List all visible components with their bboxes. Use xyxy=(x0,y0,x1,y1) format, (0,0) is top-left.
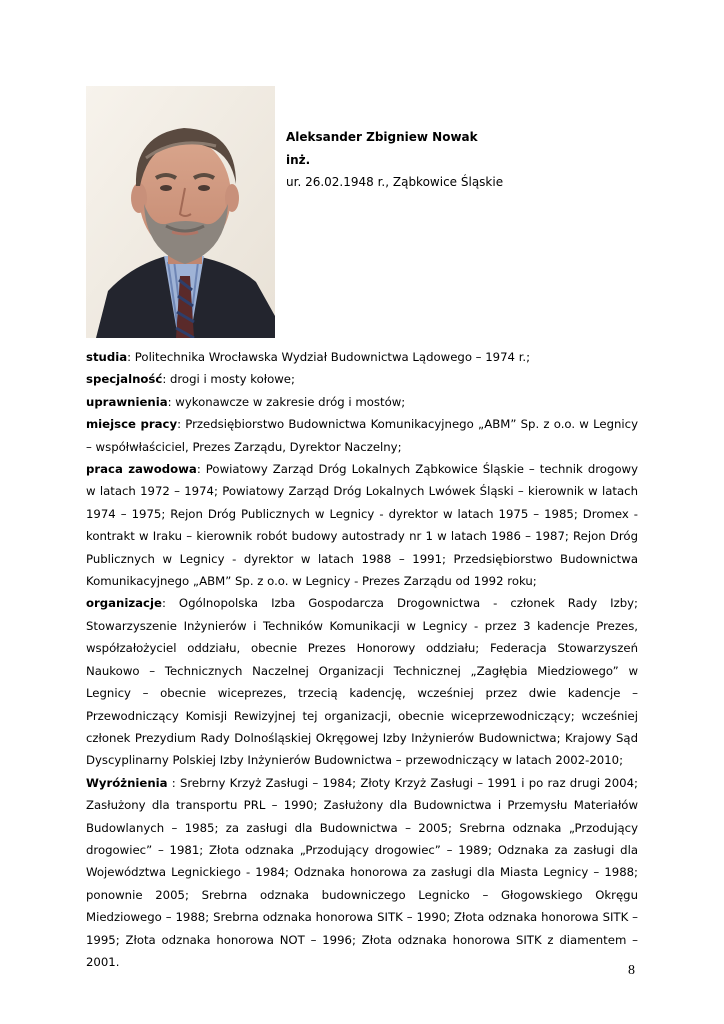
page-number: 8 xyxy=(628,963,635,978)
section-label: specjalność xyxy=(86,372,163,387)
section-praca-zawodowa xyxy=(86,458,638,592)
section-label: uprawnienia xyxy=(86,394,168,409)
section-label: studia xyxy=(86,350,128,364)
section-wyroznienia xyxy=(86,772,638,974)
person-birth: ur. 26.02.1948 r., Ząbkowice Śląskie xyxy=(286,175,504,189)
section-text: Politechnika Wrocławska Wydział Budownictwa Lądowego – 1974 r.; xyxy=(134,350,531,364)
section-text: drogi i mosty kołowe; xyxy=(169,372,295,387)
section-sep: : xyxy=(161,596,179,611)
portrait-photo xyxy=(86,86,275,338)
section-specjalnosc xyxy=(86,368,638,390)
section-sep: : xyxy=(167,394,176,409)
person-name: Aleksander Zbigniew Nowak xyxy=(286,130,478,144)
section-sep: : xyxy=(127,350,135,364)
section-label: Wyróżnienia xyxy=(86,775,168,790)
section-sep: : xyxy=(162,372,170,387)
section-text: Przedsiębiorstwo Budownictwa Komunikacyjnego „ABM” Sp. z o.o. w Legnicy – współwłaściciel, Prezes Zarządu, Dyrektor Naczelny; xyxy=(86,417,638,454)
section-text: Ogólnopolska Izba Gospodarcza Drogownictwa - członek Rady Izby; Stowarzyszenie Inżynierów i Techników Komunikacji w Legnicy - przez 3 kadencje Prezes, współzałożyciel oddziału, obecnie Prezes Honorowy oddziału; Federacja Stowarzyszeń Naukowo – Technicznych Naczelnej Organizacji Technicznej „Zagłębia Miedziowego” w Legnicy – obecnie wiceprezes, trzecią kadencję, wcześniej przez dwie kadencje – Przewodniczący Komisji Rewizyjnej tej organizacji, obecnie wiceprzewodniczący; wcześniej członek Prezydium Rady Dolnośląskiej Okręgowej Izby Inżynierów Budownictwa; Krajowy Sąd Dyscyplinarny Polskiej Izby Inżynierów Budownictwa – przewodniczący w latach 2002-2010; xyxy=(86,596,638,768)
biography-body xyxy=(86,346,638,973)
section-text: wykonawcze w zakresie dróg i mostów; xyxy=(175,394,406,409)
section-sep: : xyxy=(167,775,180,790)
section-text: Srebrny Krzyż Zasługi – 1984; Złoty Krzyż Zasługi – 1991 i po raz drugi 2004; Zasłużony dla transportu PRL – 1990; Zasłużony dla Budownictwa i Przemysłu Materiałów Budowlanych – 1985; za zasługi dla Budownictwa – 2005; Srebrna odznaka „Przodujący drogowiec” – 1981; Złota odznaka „Przodujący drogowiec” – 1989; Odznaka za zasługi dla Województwa Legnickiego - 1984; Odznaka honorowa za zasługi dla Miasta Legnicy – 1988; ponownie 2005; Srebrna odznaka budowniczego Legnicko – Głogowskiego Okręgu Miedziowego – 1988; Srebrna odznaka honorowa SITK – 1990; Złota odznaka honorowa SITK – 1995; Złota odznaka honorowa NOT – 1996; Złota odznaka honorowa SITK z diamentem – 2001. xyxy=(86,775,638,969)
section-label: praca zawodowa xyxy=(86,462,197,477)
section-studia xyxy=(86,346,638,368)
section-label: miejsce pracy xyxy=(86,417,178,432)
person-title: inż. xyxy=(286,152,311,167)
section-label: organizacje xyxy=(86,596,162,611)
section-organizacje xyxy=(86,592,638,771)
section-uprawnienia xyxy=(86,391,638,413)
portrait-illustration xyxy=(86,86,275,338)
section-sep: : xyxy=(196,462,206,477)
person-header xyxy=(286,126,503,194)
section-text: Powiatowy Zarząd Dróg Lokalnych Ząbkowice Śląskie – technik drogowy w latach 1972 – 1974; Powiatowy Zarząd Dróg Lokalnych Lwówek Śląski – kierownik w latach 1974 – 1975; Rejon Dróg Publicznych w Legnicy - dyrektor w latach 1975 – 1985; Dromex - kontrakt w Iraku – kierownik robót budowy autostrady nr 1 w latach 1986 – 1987; Rejon Dróg Publicznych w Legnicy - dyrektor w latach 1988 – 1991; Przedsiębiorstwo Budownictwa Komunikacyjnego „ABM” Sp. z o.o. w Legnicy - Prezes Zarządu od 1992 roku; xyxy=(86,462,638,589)
section-sep: : xyxy=(177,417,186,432)
section-miejsce-pracy xyxy=(86,413,638,458)
